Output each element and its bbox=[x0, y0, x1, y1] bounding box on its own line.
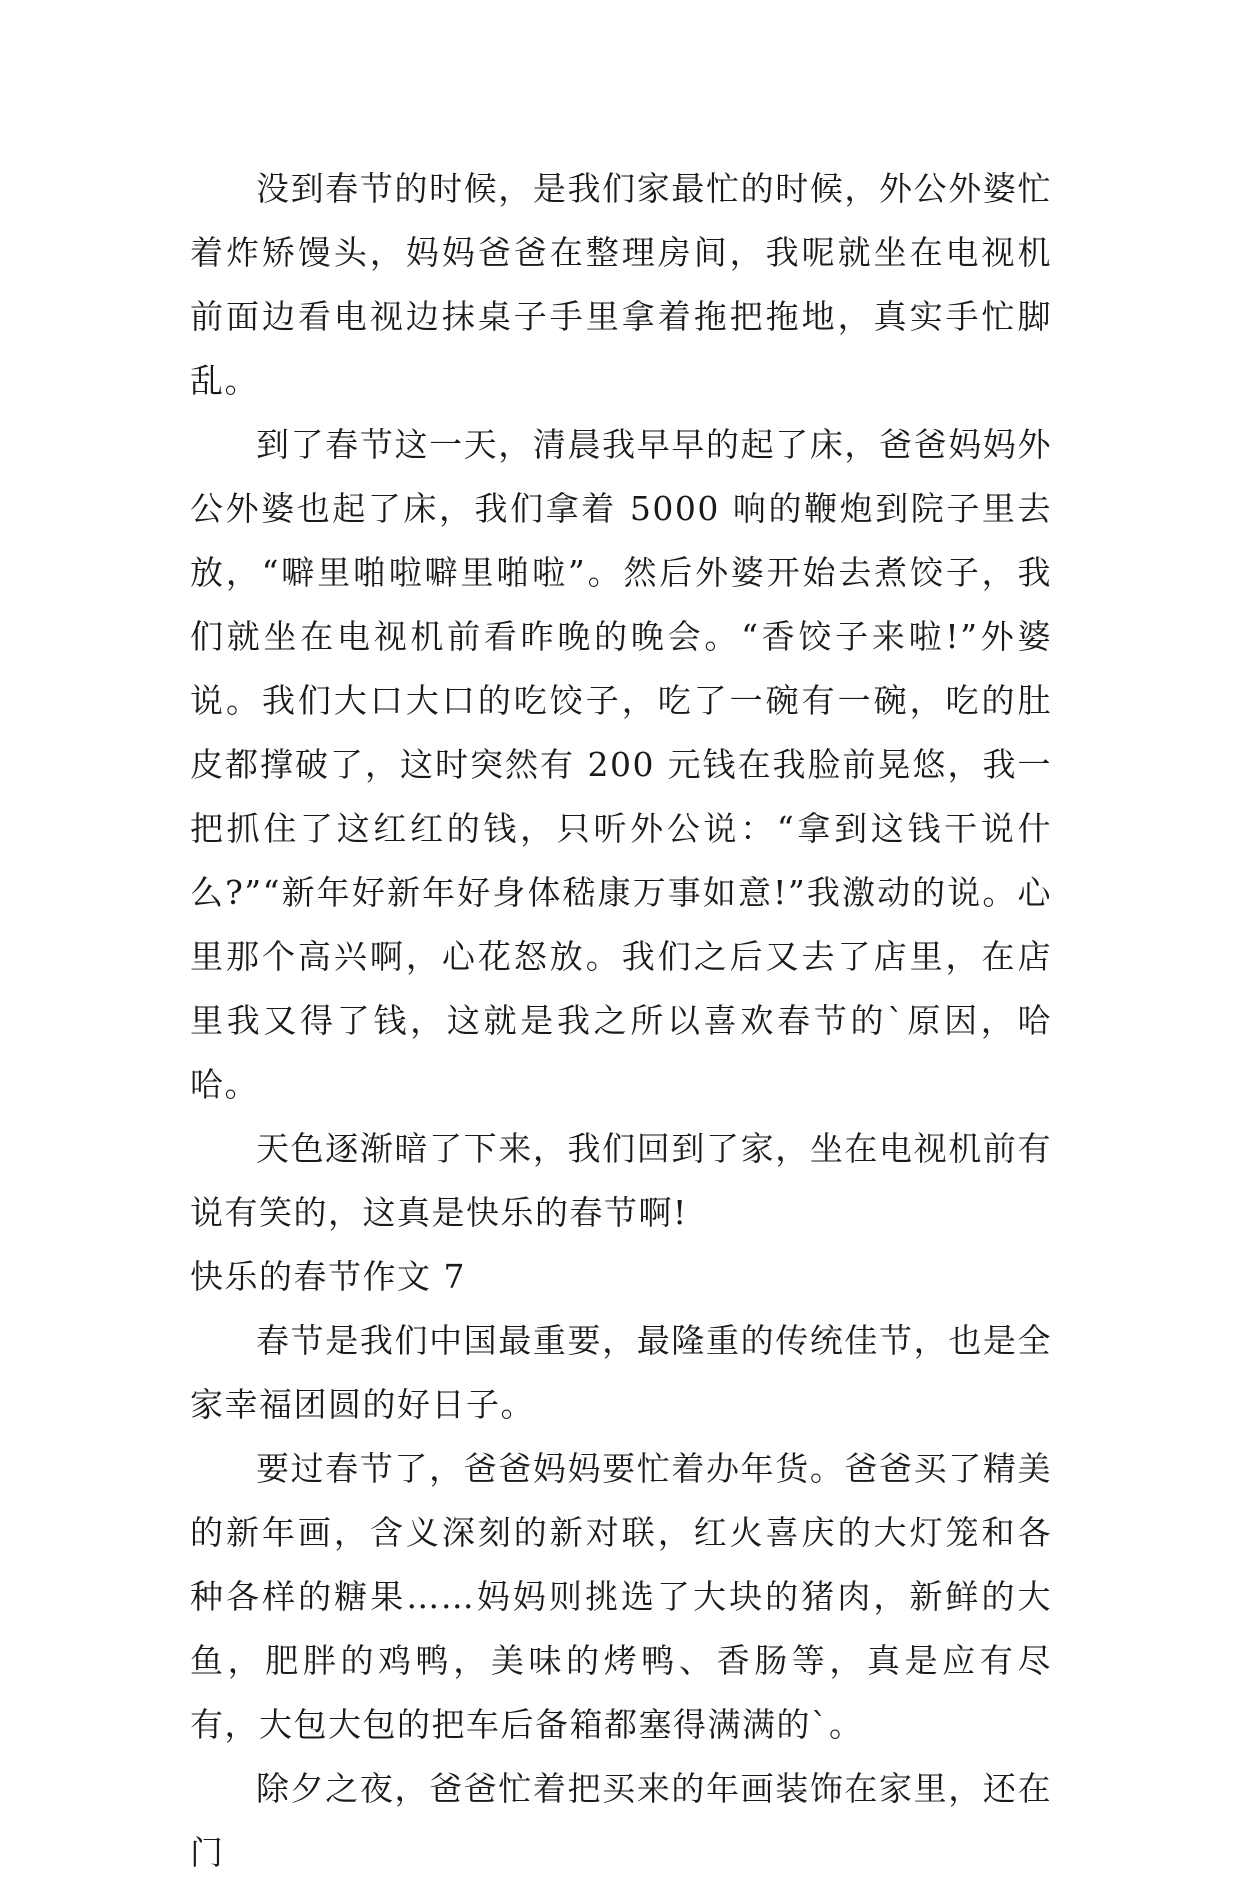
paragraph: 到了春节这一天，清晨我早早的起了床，爸爸妈妈外公外婆也起了床，我们拿着 5000 响的鞭炮到院子里去放，“噼里啪啦噼里啪啦”。然后外婆开始去煮饺子，我们就坐在电视机前看昨晚的晚会。“香饺子来啦!”外婆说。我们大口大口的吃饺子，吃了一碗有一碗，吃的肚皮都撑破了，这时突然有 200 元钱在我脸前晃悠，我一把抓住了这红红的钱，只听外公说：“拿到这钱干说什么?”“新年好新年好身体嵇康万事如意!”我激动的说。心里那个高兴啊，心花怒放。我们之后又去了店里，在店里我又得了钱，这就是我之所以喜欢春节的`原因，哈哈。 bbox=[190, 425, 1052, 1104]
paragraph: 要过春节了，爸爸妈妈要忙着办年货。爸爸买了精美的新年画，含义深刻的新对联，红火喜庆的大灯笼和各种各样的糖果……妈妈则挑选了大块的猪肉，新鲜的大鱼，肥胖的鸡鸭，美味的烤鸭、香肠等，真是应有尽有，大包大包的把车后备箱都塞得满满的`。 bbox=[190, 1449, 1052, 1744]
paragraph: 春节是我们中国最重要，最隆重的传统佳节，也是全家幸福团圆的好日子。 bbox=[190, 1321, 1052, 1424]
paragraph: 天色逐渐暗了下来，我们回到了家，坐在电视机前有说有笑的，这真是快乐的春节啊! bbox=[190, 1129, 1052, 1232]
section-heading: 快乐的春节作文 7 bbox=[190, 1257, 466, 1296]
document-body bbox=[190, 157, 1052, 1885]
paragraph: 除夕之夜，爸爸忙着把买来的年画装饰在家里，还在门 bbox=[190, 1769, 1052, 1872]
paragraph: 没到春节的时候，是我们家最忙的时候，外公外婆忙着炸矫馒头，妈妈爸爸在整理房间，我呢就坐在电视机前面边看电视边抹桌子手里拿着拖把拖地，真实手忙脚乱。 bbox=[190, 169, 1052, 400]
